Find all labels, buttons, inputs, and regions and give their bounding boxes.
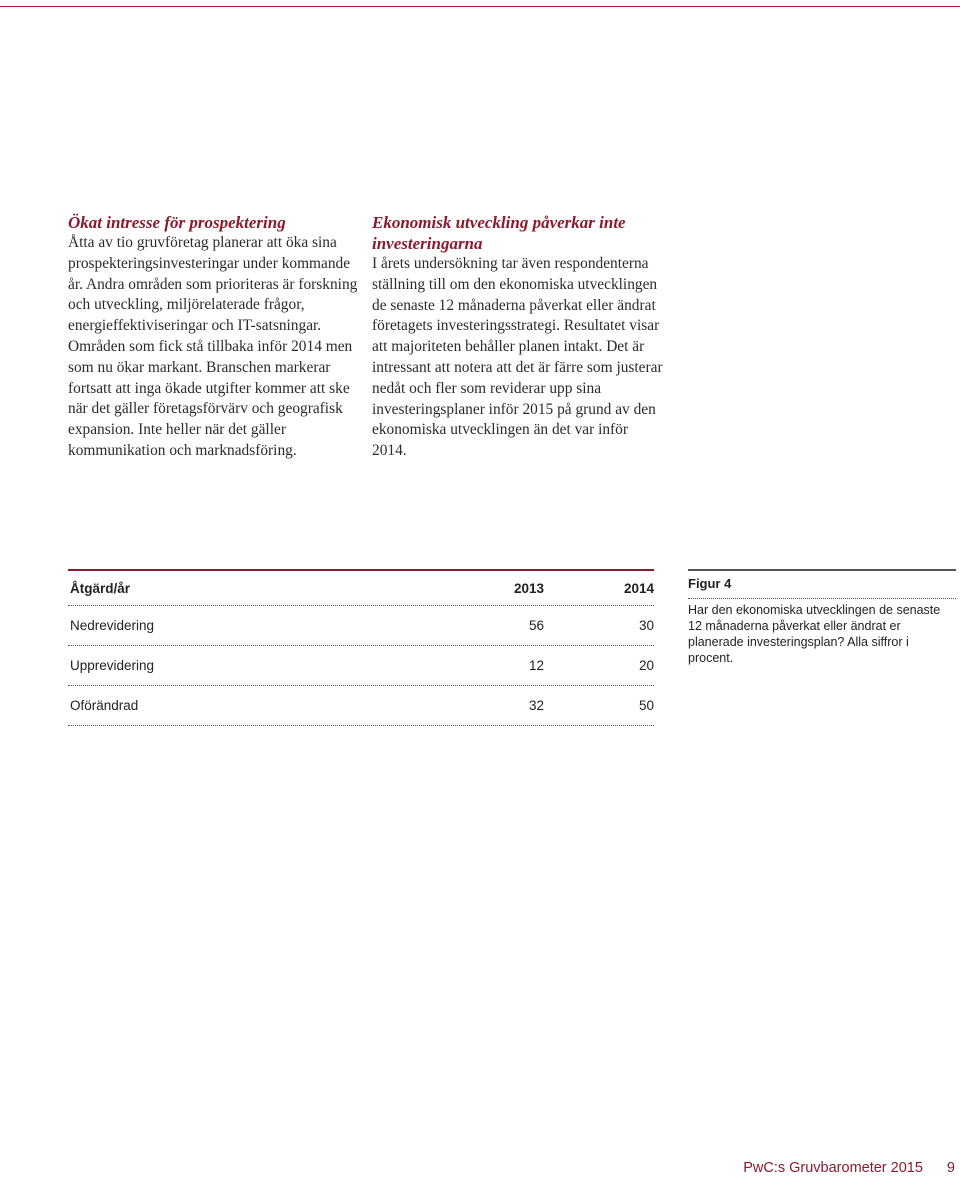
left-heading: Ökat intresse för prospektering (68, 213, 286, 232)
right-body-text: I årets undersökning tar även respondenterna ställning till om den ekonomiska utvecklingen de senaste 12 månaderna påverkat eller ändrat företagets investeringsstrategi. Resultatet visar att majoriteten behåller planen intakt. Det är intressant att notera att det är färre som justerar nedåt och fler som reviderar upp sina investeringsplaner inför 2015 på grund av den ekonomiska utvecklingen än det var inför 2014. (372, 255, 663, 460)
figure-caption: Har den ekonomiska utvecklingen de senaste 12 månaderna påverkat eller ändrat er planerade investeringsplan? Alla siffror i procent. (688, 603, 941, 665)
figure-divider (688, 598, 956, 599)
cell-2014: 50 (638, 698, 654, 713)
table-row (68, 646, 654, 686)
footer-publication: PwC:s Gruvbarometer 2015 (743, 1160, 923, 1176)
page-footer (743, 1160, 955, 1176)
cell-2014: 20 (638, 658, 654, 673)
left-body-text: Åtta av tio gruvföretag planerar att öka sina prospekteringsinvesteringar under kommande år. Andra områden som prioriteras är forskning och utveckling, miljörelaterade frågor, energieffektiviseringar och IT-satsningar. Områden som fick stå tillbaka inför 2014 men som nu ökar markant. Branschen markerar fortsatt att inga ökade utgifter kommer att ske när det gäller företagsförvärv och geografisk expansion. Inte heller när det gäller kommunikation och marknadsföring. (68, 234, 358, 459)
row-label: Oförändrad (70, 698, 139, 713)
table-row (68, 606, 654, 646)
right-column (372, 212, 664, 462)
cell-2013: 56 (528, 618, 544, 633)
right-heading: Ekonomisk utveckling påverkar inte investeringarna (372, 213, 626, 253)
top-rule (0, 6, 960, 7)
table-header-row (68, 571, 654, 606)
row-label: Upprevidering (70, 658, 155, 673)
data-table (68, 569, 654, 726)
cell-2013: 12 (528, 658, 544, 673)
cell-2014: 30 (638, 618, 654, 633)
figure-caption-box (688, 569, 956, 666)
figure-top-rule (688, 569, 956, 571)
row-label: Nedrevidering (70, 618, 155, 633)
header-2014: 2014 (623, 580, 654, 596)
figure-title: Figur 4 (688, 576, 732, 591)
left-column (68, 212, 360, 462)
header-2013: 2013 (513, 580, 544, 596)
cell-2013: 32 (528, 698, 544, 713)
page-number: 9 (946, 1160, 955, 1176)
table-row (68, 686, 654, 726)
header-action-year: Åtgärd/år (70, 580, 131, 596)
